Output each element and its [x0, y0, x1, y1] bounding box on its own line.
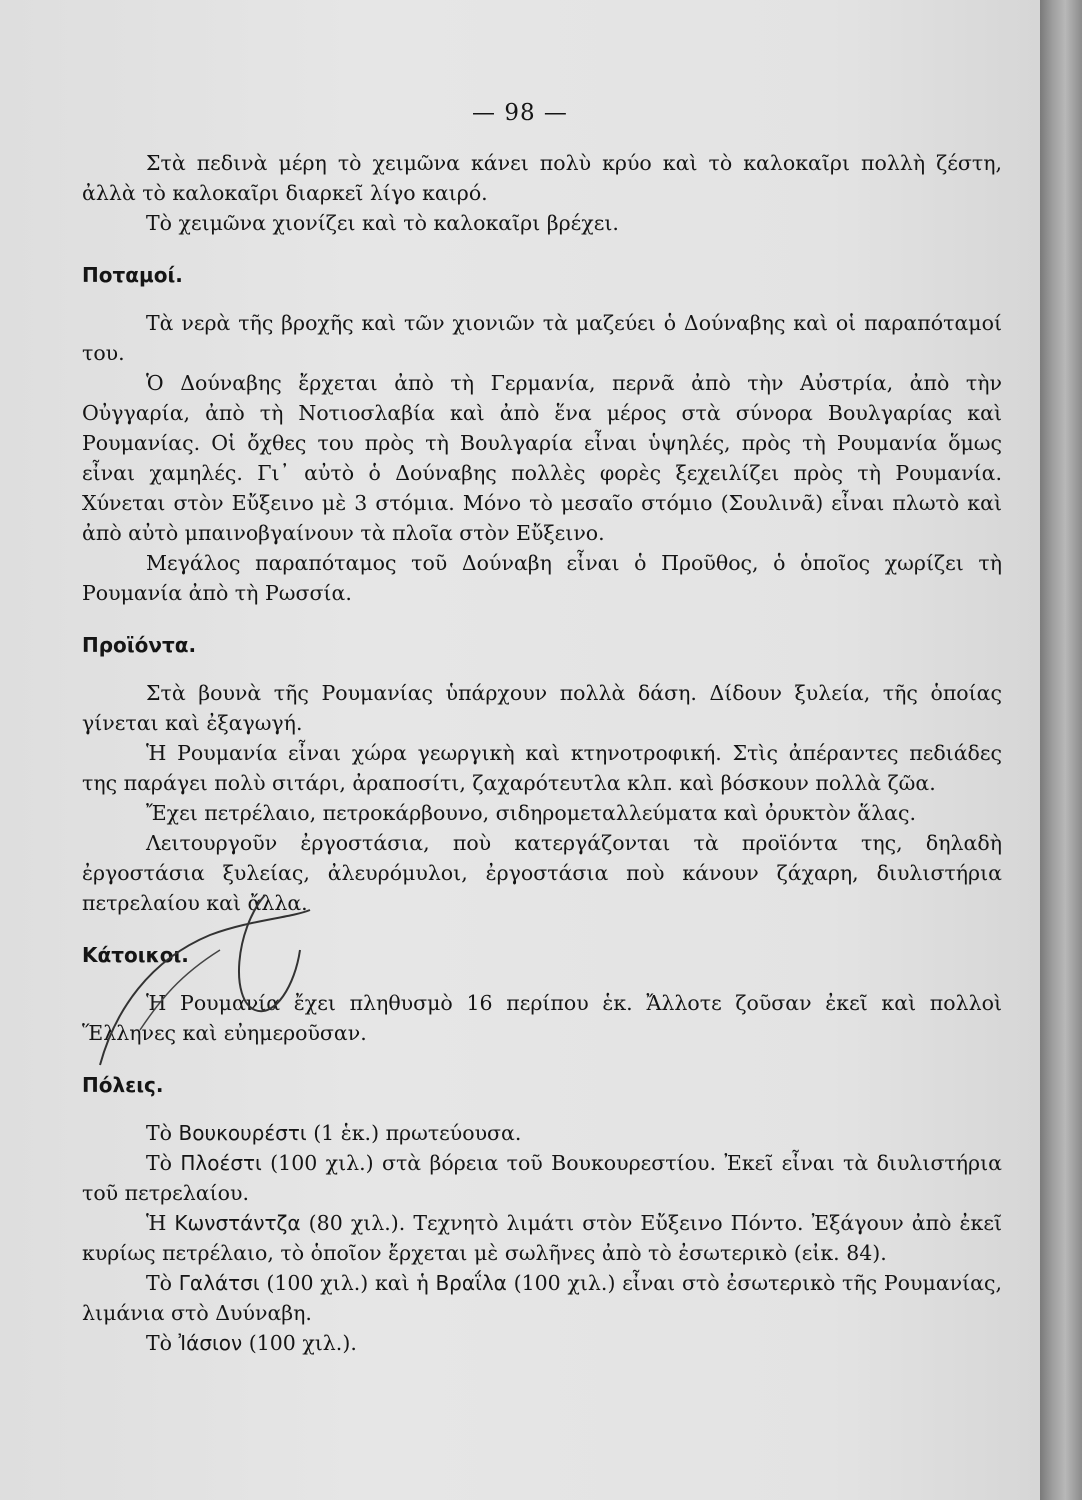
rivers-paragraph-3: Μεγάλος παραπόταμος τοῦ Δούναβη εἶναι ὁ Προῦθος, ὁ ὁποῖος χωρίζει τὴ Ρουμανία ἀπὸ τὴ Ρωσσία. — [82, 551, 1002, 605]
spacer — [82, 1100, 1002, 1118]
city-name-bucharest: Βουκουρέστι — [178, 1121, 307, 1145]
city-description: (80 χιλ.). Τεχνητὸ λιμάτι στὸν Εὔξεινο Πόντο. Ἐξάγουν ἀπὸ ἐκεῖ κυρίως πετρέλαιο, τὸ ὁποῖον ἔρχεται μὲ σωλῆνες ἀπὸ τὸ ἐσωτερικὸ (εἰκ. 84). — [82, 1211, 1002, 1265]
city-constanta — [82, 1208, 1002, 1268]
spacer — [82, 660, 1002, 678]
spacer — [82, 290, 1002, 308]
rivers-paragraph-1: Τὰ νερὰ τῆς βροχῆς καὶ τῶν χιονιῶν τὰ μαζεύει ὁ Δούναβης καὶ οἱ παραπόταμοί του. — [82, 311, 1002, 365]
page-edge — [1040, 0, 1082, 1500]
city-description: (100 χιλ.). — [242, 1331, 357, 1355]
city-description: (100 χιλ.) εἶναι στὸ ἐσωτερικὸ τῆς Ρουμανίας, λιμάνια στὸ Δυύναβη. — [82, 1271, 1002, 1325]
city-ploiesti — [82, 1148, 1002, 1208]
city-prefix: Τὸ — [146, 1271, 179, 1295]
city-galati-braila — [82, 1268, 1002, 1328]
city-prefix: Τὸ — [146, 1331, 179, 1355]
city-prefix: Τὸ — [146, 1121, 179, 1145]
city-connector: (100 χιλ.) καὶ ἡ — [259, 1271, 436, 1295]
city-bucharest — [82, 1118, 1002, 1148]
city-prefix: Ἡ — [146, 1211, 175, 1235]
city-name-iasi: Ἰάσιον — [178, 1331, 243, 1355]
cities-heading: Πόλεις. — [82, 1073, 164, 1097]
handwritten-signature — [60, 890, 320, 1070]
products-paragraph-2: Ἡ Ρουμανία εἶναι χώρα γεωργικὴ καὶ κτηνοτροφική. Στὶς ἀπέραντες πεδιάδες της παράγει πολὺ σιτάρι, ἀραποσίτι, ζαχαρότευτλα κλπ. καὶ βόσκουν πολλὰ ζῶα. — [82, 741, 1002, 795]
climate-paragraph-2: Τὸ χειμῶνα χιονίζει καὶ τὸ καλοκαῖρι βρέχει. — [146, 211, 619, 235]
city-description: (1 ἑκ.) πρωτεύουσα. — [306, 1121, 522, 1145]
city-description: (100 χιλ.) στὰ βόρεια τοῦ Βουκουρεστίου. Ἐκεῖ εἶναι τὰ διυλιστήρια τοῦ πετρελαίου. — [82, 1151, 1002, 1205]
spacer — [82, 238, 1002, 260]
products-paragraph-1: Στὰ βουνὰ τῆς Ρουμανίας ὑπάρχουν πολλὰ δάση. Δίδουν ξυλεία, τῆς ὁποίας γίνεται καὶ ἐξαγωγή. — [82, 681, 1002, 735]
population-heading: Κάτοικοι. — [82, 943, 189, 967]
rivers-paragraph-2: Ὁ Δούναβης ἔρχεται ἀπὸ τὴ Γερμανία, περνᾶ ἀπὸ τὴν Αὐστρία, ἀπὸ τὴν Οὐγγαρία, ἀπὸ τὴ Νοτιοσλαβία καὶ ἀπὸ ἕνα μέρος στὰ σύνορα Βουλγαρίας καὶ Ρουμανίας. Οἱ ὄχθες του πρὸς τὴ Βουλγαρία εἶναι ὑψηλές, πρὸς τὴ Ρουμανία ὅμως εἶναι χαμηλές. Γι᾿ αὐτὸ ὁ Δούναβης πολλὲς φορὲς ξεχειλίζει πρὸς τὴ Ρουμανία. Χύνεται στὸν Εὔξεινο μὲ 3 στόμια. Μόνο τὸ μεσαῖο στόμιο (Σουλινᾶ) εἶναι πλωτὸ καὶ ἀπὸ αὐτὸ μπαινοβγαίνουν τὰ πλοῖα στὸν Εὔξεινο. — [82, 371, 1002, 545]
spacer — [82, 608, 1002, 630]
population-paragraph-1: Ἡ Ρουμανία ἔχει πληθυσμὸ 16 περίπου ἑκ. Ἄλλοτε ζοῦσαν ἐκεῖ καὶ πολλοὶ Ἕλληνες καὶ εὐημεροῦσαν. — [82, 991, 1002, 1045]
products-paragraph-4: Λειτουργοῦν ἐργοστάσια, ποὺ κατεργάζονται τὰ προϊόντα της, δηλαδὴ ἐργοστάσια ξυλείας, ἀλευρόμυλοι, ἐργοστάσια ποὺ κάνουν ζάχαρη, διυλιστήρια πετρελαίου καὶ ἄλλα. — [82, 831, 1002, 915]
products-heading: Προϊόντα. — [82, 633, 197, 657]
page-content — [82, 148, 1002, 1358]
products-paragraph-3: Ἔχει πετρέλαιο, πετροκάρβουνο, σιδηρομεταλλεύματα καὶ ὀρυκτὸν ἅλας. — [146, 801, 916, 825]
city-name-braila: Βραΐλα — [435, 1271, 507, 1295]
rivers-heading: Ποταμοί. — [82, 263, 183, 287]
city-name-galati: Γαλάτσι — [178, 1271, 260, 1295]
city-name-ploiesti: Πλοέστι — [180, 1151, 262, 1175]
city-iasi — [82, 1328, 1002, 1358]
page-number: — 98 — — [472, 100, 568, 126]
climate-paragraph-1: Στὰ πεδινὰ μέρη τὸ χειμῶνα κάνει πολὺ κρύο καὶ τὸ καλοκαῖρι πολλὴ ζέστη, ἀλλὰ τὸ καλοκαῖρι διαρκεῖ λίγο καιρό. — [82, 151, 1002, 205]
city-name-constanta: Κωνστάντζα — [174, 1211, 301, 1235]
city-prefix: Τὸ — [146, 1151, 181, 1175]
